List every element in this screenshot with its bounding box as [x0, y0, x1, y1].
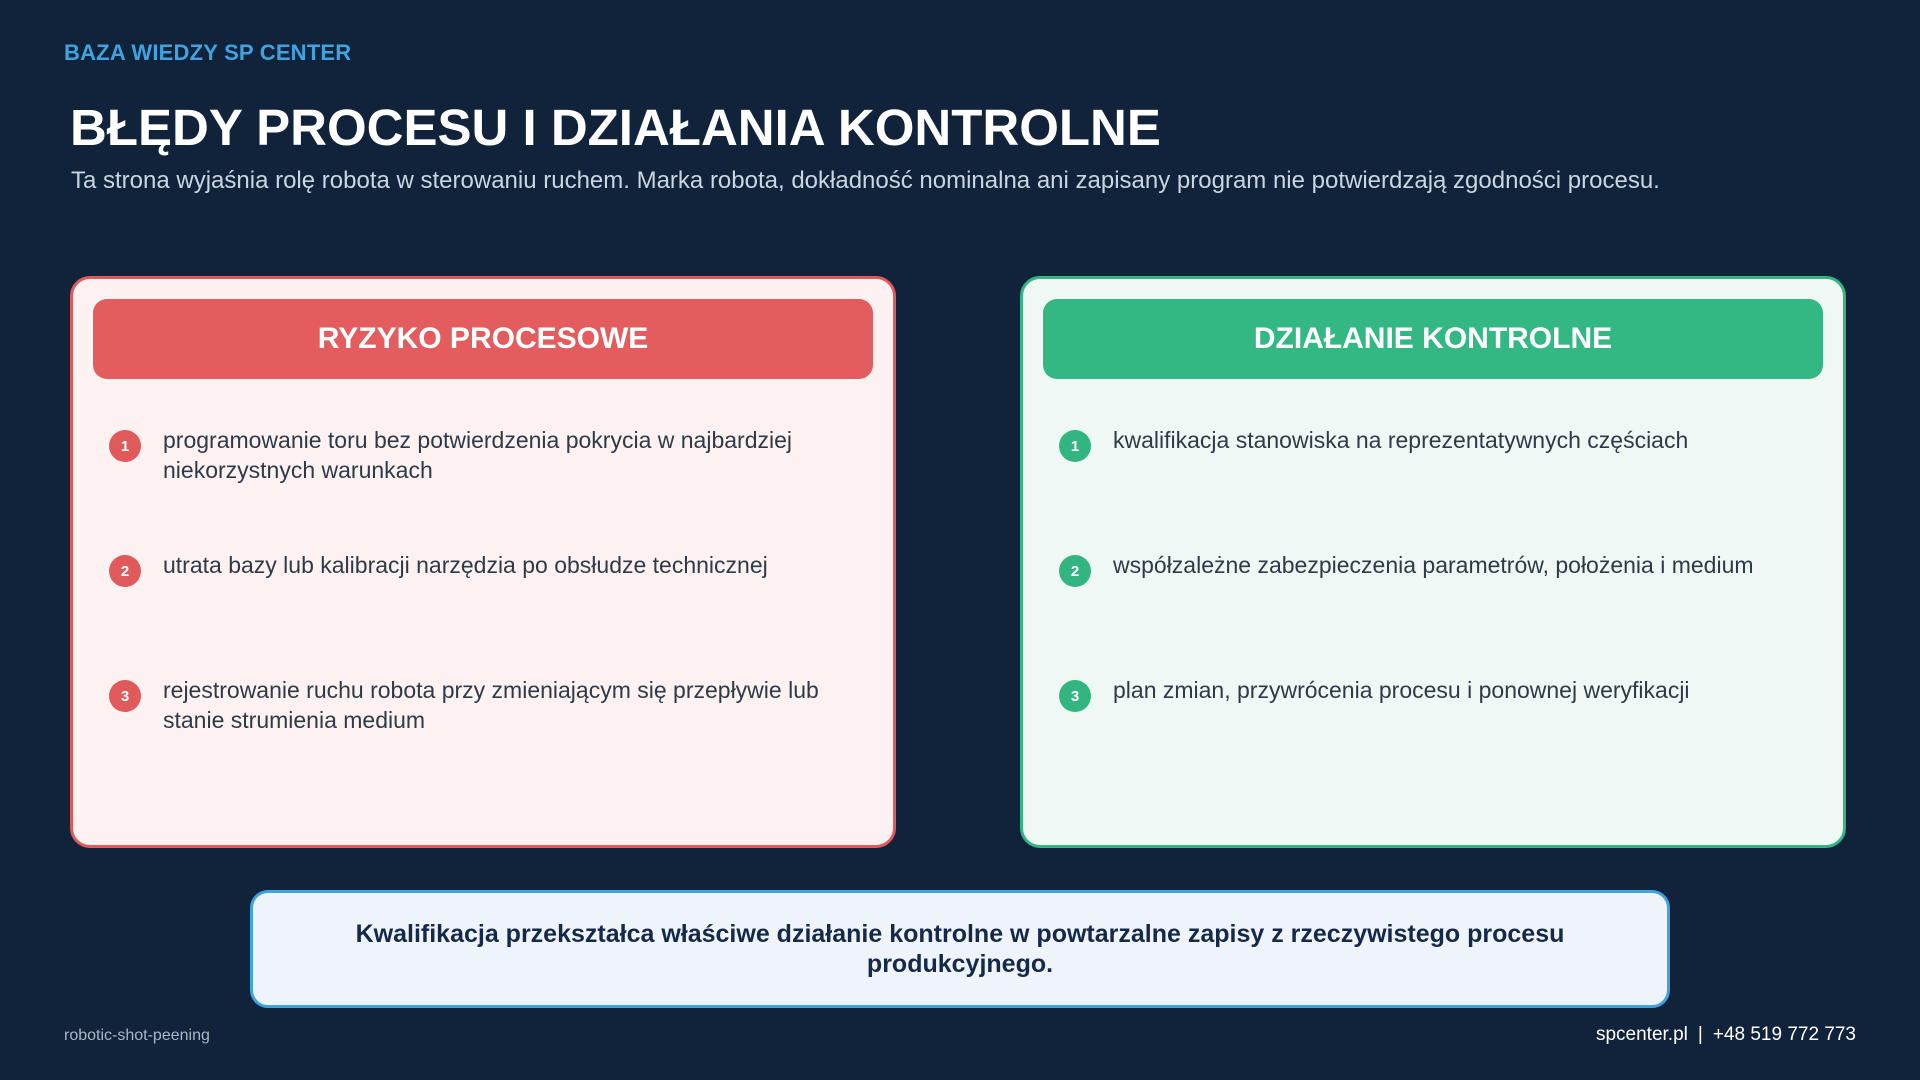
risk-item-text: programowanie toru bez potwierdzenia pokrycia w najbardziej niekorzystnych warunkach: [163, 427, 792, 483]
risk-item: [109, 675, 849, 735]
footer-slug: robotic-shot-peening: [64, 1027, 210, 1044]
summary-text: Kwalifikacja przekształca właściwe działanie kontrolne w powtarzalne zapisy z rzeczywistego procesu produkcyjnego.: [355, 920, 1565, 978]
summary-box: [250, 890, 1670, 1008]
risk-item-number-badge: 2: [109, 555, 141, 587]
footer-separator: |: [1697, 1024, 1703, 1045]
footer-contact: [1596, 1024, 1856, 1046]
footer-website: spcenter.pl: [1595, 1024, 1688, 1045]
control-item-number-badge: 3: [1059, 680, 1091, 712]
risk-item-number-badge: 3: [109, 680, 141, 712]
control-item: [1059, 550, 1799, 587]
control-item-number-badge: 1: [1059, 430, 1091, 462]
control-panel: [1020, 276, 1846, 848]
risk-panel: [70, 276, 896, 848]
control-item: [1059, 425, 1799, 462]
footer-phone: +48 519 772 773: [1712, 1024, 1856, 1045]
control-item-text: plan zmian, przywrócenia procesu i ponownej weryfikacji: [1113, 677, 1690, 703]
risk-item: [109, 550, 849, 587]
page-subtitle: Ta strona wyjaśnia rolę robota w sterowaniu ruchem. Marka robota, dokładność nominalna ani zapisany program nie potwierdzają zgodności procesu.: [71, 167, 1660, 194]
control-item-text: współzależne zabezpieczenia parametrów, położenia i medium: [1113, 552, 1754, 578]
control-item: [1059, 675, 1799, 712]
page-title: BŁĘDY PROCESU I DZIAŁANIA KONTROLNE: [70, 99, 1161, 156]
risk-item: [109, 425, 849, 485]
control-item-number-badge: 2: [1059, 555, 1091, 587]
control-panel-header: DZIAŁANIE KONTROLNE: [1043, 299, 1823, 379]
risk-panel-header: RYZYKO PROCESOWE: [93, 299, 873, 379]
risk-item-text: utrata bazy lub kalibracji narzędzia po obsłudze technicznej: [163, 552, 768, 578]
risk-item-number-badge: 1: [109, 430, 141, 462]
risk-item-text: rejestrowanie ruchu robota przy zmieniającym się przepływie lub stanie strumienia medium: [163, 677, 819, 733]
control-item-text: kwalifikacja stanowiska na reprezentatywnych częściach: [1113, 427, 1689, 453]
brand-label: BAZA WIEDZY SP CENTER: [64, 40, 352, 65]
